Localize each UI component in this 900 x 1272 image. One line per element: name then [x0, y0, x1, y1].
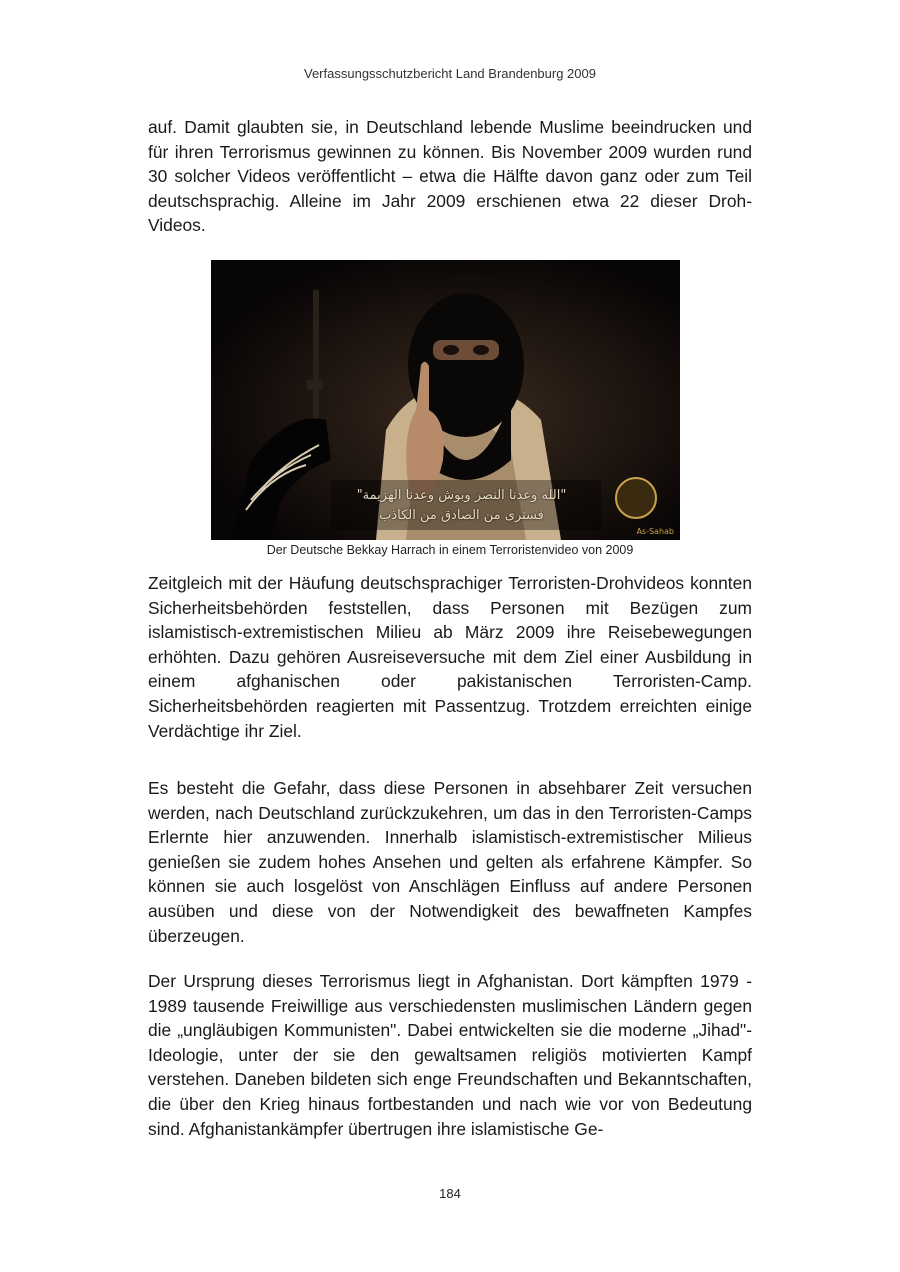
- page-number: 184: [439, 1186, 461, 1201]
- running-header: Verfassungsschutzbericht Land Brandenburg 2009: [304, 66, 596, 81]
- arabic-subtitle-line-2: فسترى من الصادق من الكاذب: [379, 508, 544, 523]
- paragraph-2: Zeitgleich mit der Häufung deutschsprachiger Terroristen-Drohvideos konnten Sicherheitsbehörden feststellen, dass Personen mit Bezügen zum islamistisch-extremistischen Milieu ab März 2009 ihre Reisebewegungen erhöhten. Dazu gehören Ausreiseversuche mit dem Ziel einer Ausbildung in einem afghanischen oder pakistanischen Terroristen-Camp. Sicherheitsbehörden reagierten mit Passentzug. Trotzdem erreichten einige Verdächtige ihr Ziel.: [148, 573, 752, 741]
- arabic-subtitle-line-1: "الله وعدنا النصر وبوش وعدنا الهزيمة": [356, 488, 567, 503]
- video-still-figure: [211, 260, 680, 540]
- paragraph-3: Es besteht die Gefahr, dass diese Personen in absehbarer Zeit versuchen werden, nach Deutschland zurückzukehren, um das in den Terroristen-Camps Erlernte hier anzuwenden. Innerhalb islamistisch-extremistischer Milieus genießen sie zudem hohes Ansehen und gelten als erfahrene Kämpfer. So können sie auch losgelöst von Anschlägen Einfluss auf andere Personen ausüben und diese von der Notwendigkeit des bewaffneten Kampfes überzeugen.: [148, 778, 752, 946]
- eyes-slit-shape: [433, 340, 499, 360]
- logo-emblem: [616, 478, 656, 518]
- logo-label: As-Sahab: [636, 527, 674, 536]
- paragraph-4: Der Ursprung dieses Terrorismus liegt in Afghanistan. Dort kämpften 1979 - 1989 tausende Freiwillige aus verschiedensten muslimischen Ländern gegen die „ungläubigen Kommunisten". Dabei entwickelten sie die moderne „Jihad"-Ideologie, unter der sie den gewaltsamen religiös motivierten Kampf verstehen. Daneben bildeten sich enge Freundschaften und Bekanntschaften, die über den Krieg hinaus fortbestanden und nach wie vor von Bedeutung sind. Afghanistankämpfer übertrugen ihre islamistische Ge-: [148, 971, 752, 1139]
- figure-caption: Der Deutsche Bekkay Harrach in einem Terroristenvideo von 2009: [266, 543, 634, 557]
- paragraph-1: auf. Damit glaubten sie, in Deutschland lebende Muslime beeindrucken und für ihren Terrorismus gewinnen zu können. Bis November 2009 wurden rund 30 solcher Videos veröffentlicht – etwa die Hälfte davon ganz oder zum Teil deutschsprachig. Alleine im Jahr 2009 erschienen etwa 22 dieser Droh-Videos.: [148, 117, 752, 236]
